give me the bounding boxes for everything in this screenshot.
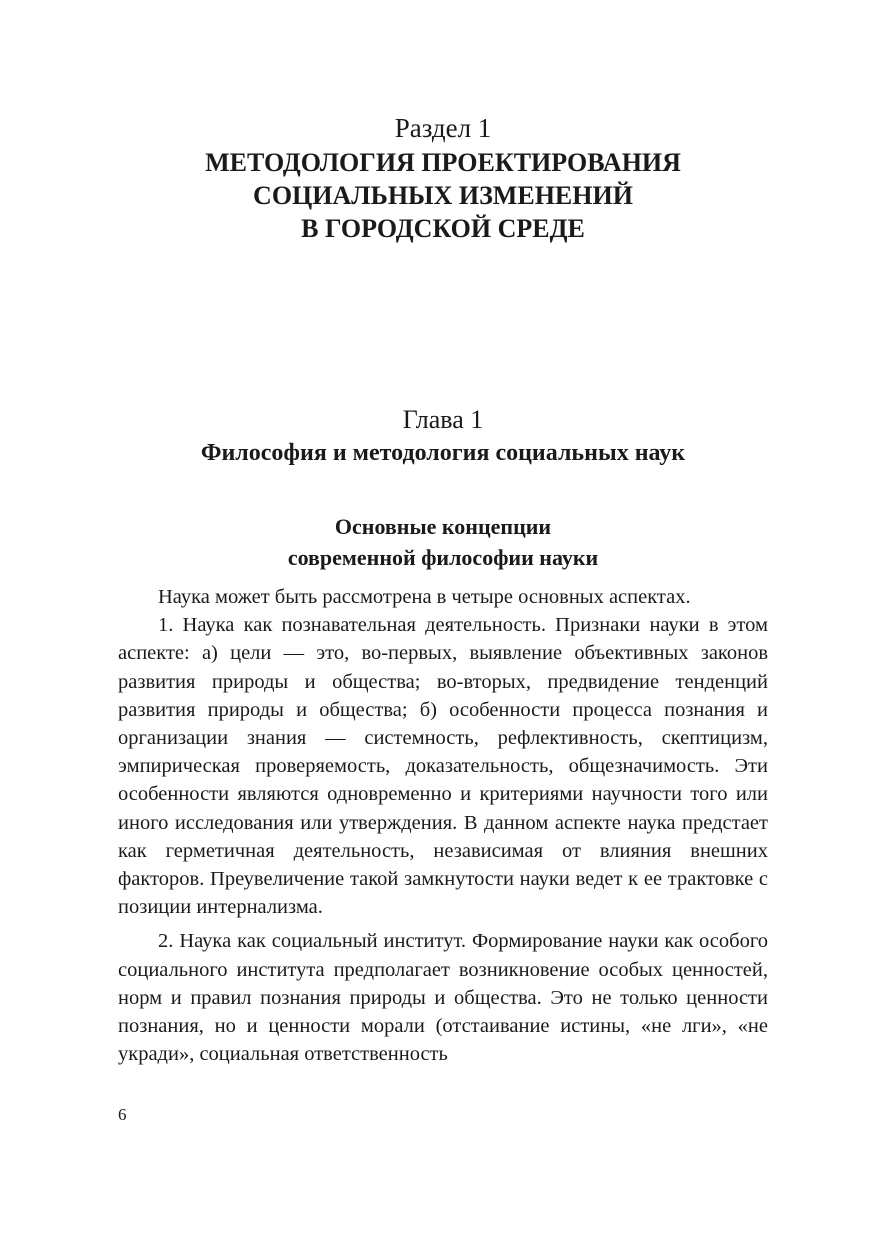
paragraph: 2. Наука как социальный институт. Формирование науки как особого социального института предполагает возникновение особых ценностей, норм и правил познания природы и общества. Это не только ценности познания, но и ценности морали (отстаивание истины, «не лги», «не укради», социальная ответственность (118, 930, 768, 1066)
section-title-line: МЕТОДОЛОГИЯ ПРОЕКТИРОВАНИЯ (205, 148, 681, 177)
chapter-title: Философия и методология социальных наук (200, 440, 686, 466)
paragraph: Наука может быть рассмотрена в четыре основных аспектах. (158, 586, 691, 608)
section-title (118, 146, 768, 245)
subsection-title (118, 511, 768, 573)
body-text (118, 583, 768, 1068)
paragraph: 1. Наука как познавательная деятельность. Признаки науки в этом аспекте: а) цели — это, во-первых, выявление объективных законов развития природы и общества; во-вторых, предвидение тенденций развития природы и общества; б) особенности процесса познания и организации знания — системность, рефлективность, скептицизм, эмпирическая проверяемость, доказательность, общезначимость. Эти особенности являются одновременно и критериями научности того или иного исследования или утверждения. В данном аспекте наука предстает как герметичная деятельность, независимая от влияния внешних факторов. Преувеличение такой замкнутости науки ведет к ее трактовке с позиции интернализма. (118, 614, 768, 919)
section-label: Раздел 1 (394, 113, 492, 143)
section-title-line: В ГОРОДСКОЙ СРЕДЕ (301, 214, 585, 243)
section-title-line: СОЦИАЛЬНЫХ ИЗМЕНЕНИЙ (253, 181, 633, 210)
page-number: 6 (118, 1105, 127, 1124)
subsection-title-line: Основные концепции (334, 514, 552, 539)
subsection-title-line: современной философии науки (287, 545, 599, 570)
chapter-label: Глава 1 (402, 405, 484, 434)
